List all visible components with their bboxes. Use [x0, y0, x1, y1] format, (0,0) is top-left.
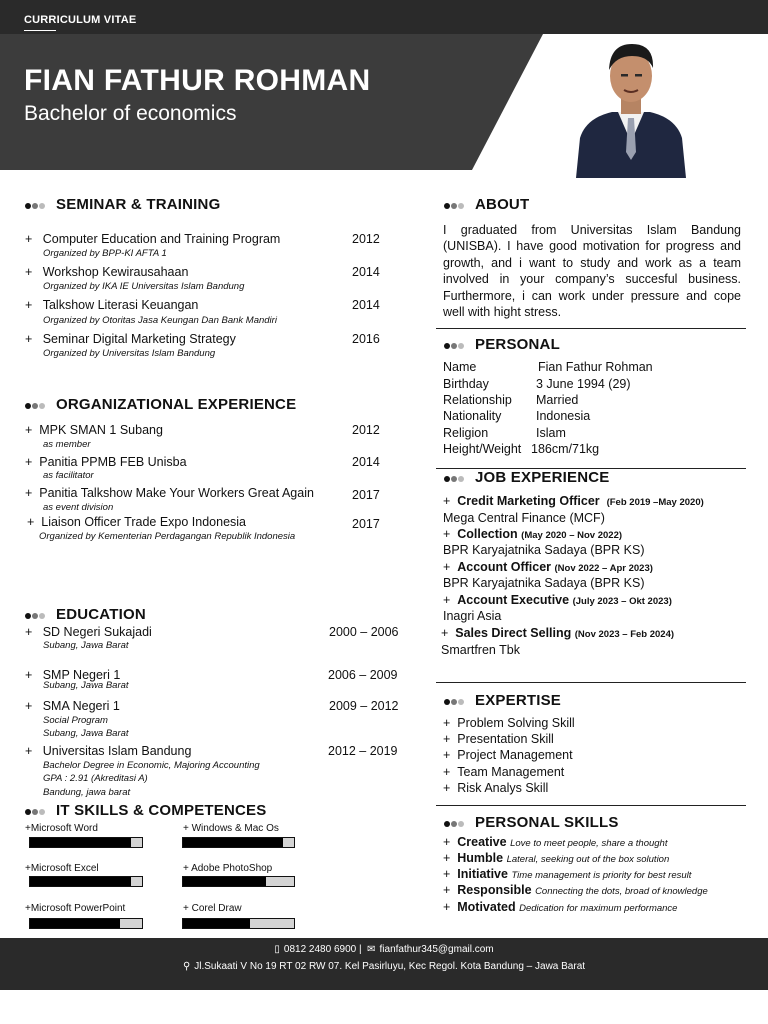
skill-label: + Corel Draw — [183, 903, 242, 914]
personal-skill-item: + Humble Lateral, seeking out of the box solution — [443, 851, 670, 865]
skill-label: +Microsoft PowerPoint — [25, 903, 126, 914]
list-item: + MPK SMAN 1 Subang — [25, 423, 163, 437]
bullet-dots-icon — [444, 470, 465, 487]
list-item-year: 2017 — [352, 517, 380, 531]
list-item-detail: Organized by Universitas Islam Bandung — [43, 348, 216, 359]
personal-skill-item: + Initiative Time management is priority for best result — [443, 867, 692, 881]
list-item-year: 2017 — [352, 488, 380, 502]
personal-key: Nationality — [443, 409, 502, 423]
footer-address-line — [0, 961, 768, 972]
personal-key: Name — [443, 360, 477, 374]
list-item-year: 2014 — [352, 265, 380, 279]
bullet-dots-icon — [25, 607, 46, 624]
job-title: + Account Officer (Nov 2022 – Apr 2023) — [443, 560, 653, 574]
list-item: + Computer Education and Training Program — [25, 232, 281, 246]
skill-label: +Microsoft Word — [25, 823, 98, 834]
list-item-year: 2012 — [352, 423, 380, 437]
personal-value: Indonesia — [536, 409, 591, 423]
section-heading-personal-skills: PERSONAL SKILLS — [444, 814, 619, 832]
skill-bar — [29, 918, 143, 929]
bullet-dots-icon — [25, 803, 46, 820]
list-item-detail: Subang, Jawa Barat — [43, 728, 129, 739]
list-item: + Universitas Islam Bandung — [25, 744, 192, 758]
personal-key: Height/Weight — [443, 442, 522, 456]
personal-skill-item: + Responsible Connecting the dots, broad of knowledge — [443, 883, 708, 897]
list-item-detail: Organized by Kementerian Perdagangan Republik Indonesia — [39, 531, 296, 542]
divider — [436, 328, 746, 329]
profile-photo — [566, 34, 696, 178]
list-item: + Liaison Officer Trade Expo Indonesia — [27, 515, 247, 529]
expertise-item: + Problem Solving Skill — [443, 716, 575, 730]
cv-label: CURRICULUM VITAE — [24, 14, 137, 26]
list-item-detail: Organized by BPP-KI AFTA 1 — [43, 248, 167, 259]
bullet-dots-icon — [444, 337, 465, 354]
list-item-years: 2012 – 2019 — [328, 744, 398, 758]
section-heading-seminar: SEMINAR & TRAINING — [25, 196, 220, 214]
list-item: + SMA Negeri 1 — [25, 699, 120, 713]
personal-value: Fian Fathur Rohman — [538, 360, 653, 374]
skill-bar — [182, 876, 295, 887]
list-item-detail: Organized by IKA IE Universitas Islam Bandung — [43, 281, 245, 292]
expertise-item: + Team Management — [443, 765, 565, 779]
job-company: BPR Karyajatnika Sadaya (BPR KS) — [443, 543, 645, 557]
skill-bar-fill — [30, 877, 131, 886]
list-item-detail: Organized by Otoritas Jasa Keungan Dan Bank Mandiri — [43, 315, 277, 326]
job-company: Smartfren Tbk — [441, 643, 520, 657]
job-company: Mega Central Finance (MCF) — [443, 511, 605, 525]
skill-bar-fill — [183, 877, 266, 886]
job-company: Inagri Asia — [443, 609, 502, 623]
bullet-dots-icon — [444, 197, 465, 214]
section-heading-organizational: ORGANIZATIONAL EXPERIENCE — [25, 396, 296, 414]
section-heading-it-skills: IT SKILLS & COMPETENCES — [25, 802, 266, 820]
list-item-years: 2009 – 2012 — [329, 699, 399, 713]
expertise-item: + Project Management — [443, 748, 573, 762]
personal-skill-item: + Creative Love to meet people, share a thought — [443, 835, 668, 849]
job-company: BPR Karyajatnika Sadaya (BPR KS) — [443, 576, 645, 590]
candidate-degree: Bachelor of economics — [24, 102, 237, 125]
job-title: + Sales Direct Selling (Nov 2023 – Feb 2024) — [441, 626, 675, 640]
section-heading-personal: PERSONAL — [444, 336, 560, 354]
list-item-year: 2014 — [352, 455, 380, 469]
list-item-years: 2000 – 2006 — [329, 625, 399, 639]
list-item-detail: as event division — [43, 502, 114, 513]
list-item-year: 2014 — [352, 298, 380, 312]
list-item-detail: as facilitator — [43, 470, 94, 481]
footer-phone: 0812 2480 6900 | — [283, 944, 362, 955]
list-item: + Panitia Talkshow Make Your Workers Great Again — [25, 486, 314, 500]
list-item: + SD Negeri Sukajadi — [25, 625, 152, 639]
list-item-detail: Social Program — [43, 715, 108, 726]
expertise-item: + Risk Analys Skill — [443, 781, 549, 795]
about-text: I graduated from Universitas Islam Bandung (UNISBA). I have good motivation for progress and growth, and i want to study and work as a team involved in your company’s succesful business. Furthermore, i can work under pressure and cope well with hight stress. — [443, 223, 741, 320]
footer-address: Jl.Sukaati V No 19 RT 02 RW 07. Kel Pasirluyu, Kec Regol. Kota Bandung – Jawa Barat — [194, 961, 586, 972]
list-item-year: 2016 — [352, 332, 380, 346]
personal-key: Birthday — [443, 377, 489, 391]
cv-label-underline — [24, 30, 56, 31]
skill-bar — [29, 837, 143, 848]
section-heading-about: ABOUT — [444, 196, 529, 214]
footer-contact — [0, 944, 768, 955]
list-item-detail: Subang, Jawa Barat — [43, 640, 129, 651]
divider — [436, 682, 746, 683]
skill-bar — [182, 837, 295, 848]
personal-skill-item: + Motivated Dedication for maximum performance — [443, 900, 678, 914]
section-heading-education: EDUCATION — [25, 606, 146, 624]
personal-key: Religion — [443, 426, 489, 440]
section-heading-job-experience: JOB EXPERIENCE — [444, 469, 610, 487]
candidate-name: FIAN FATHUR ROHMAN — [24, 64, 371, 97]
footer-email[interactable]: fianfathur345@gmail.com — [379, 944, 494, 955]
personal-value: Islam — [536, 426, 566, 440]
list-item: + Workshop Kewirausahaan — [25, 265, 189, 279]
list-item-years: 2006 – 2009 — [328, 668, 398, 682]
skill-bar — [29, 876, 143, 887]
job-title: + Collection (May 2020 – Nov 2022) — [443, 527, 623, 541]
skill-bar-fill — [30, 838, 131, 847]
skill-bar-fill — [30, 919, 120, 928]
section-heading-expertise: EXPERTISE — [444, 692, 561, 710]
bullet-dots-icon — [444, 815, 465, 832]
skill-label: + Adobe PhotoShop — [183, 863, 273, 874]
personal-key: Relationship — [443, 393, 512, 407]
list-item-detail: Subang, Jawa Barat — [43, 680, 129, 691]
divider — [436, 805, 746, 806]
skill-label: + Windows & Mac Os — [183, 823, 279, 834]
list-item-year: 2012 — [352, 232, 380, 246]
skill-label: +Microsoft Excel — [25, 863, 99, 874]
job-title: + Credit Marketing Officer (Feb 2019 –May 2020) — [443, 494, 704, 508]
skill-bar — [182, 918, 295, 929]
personal-value: 3 June 1994 (29) — [536, 377, 631, 391]
envelope-icon: ✉ — [367, 944, 376, 955]
expertise-item: + Presentation Skill — [443, 732, 554, 746]
personal-value: Married — [536, 393, 579, 407]
skill-bar-fill — [183, 838, 283, 847]
map-pin-icon: ⚲ — [182, 961, 191, 972]
job-title: + Account Executive (July 2023 – Okt 2023) — [443, 593, 672, 607]
list-item-detail: GPA : 2.91 (Akreditasi A) — [43, 773, 148, 784]
phone-icon: ▯ — [274, 944, 280, 955]
list-item-detail: as member — [43, 439, 91, 450]
list-item: + SMP Negeri 1 — [25, 668, 121, 682]
list-item: + Panitia PPMB FEB Unisba — [25, 455, 187, 469]
bullet-dots-icon — [444, 693, 465, 710]
list-item-detail: Bandung, jawa barat — [43, 787, 131, 798]
personal-value: 186cm/71kg — [531, 442, 600, 456]
list-item: + Talkshow Literasi Keuangan — [25, 298, 199, 312]
list-item: + Seminar Digital Marketing Strategy — [25, 332, 236, 346]
list-item-detail: Bachelor Degree in Economic, Majoring Accounting — [43, 760, 260, 771]
skill-bar-fill — [183, 919, 250, 928]
bullet-dots-icon — [25, 397, 46, 414]
bullet-dots-icon — [25, 197, 46, 214]
